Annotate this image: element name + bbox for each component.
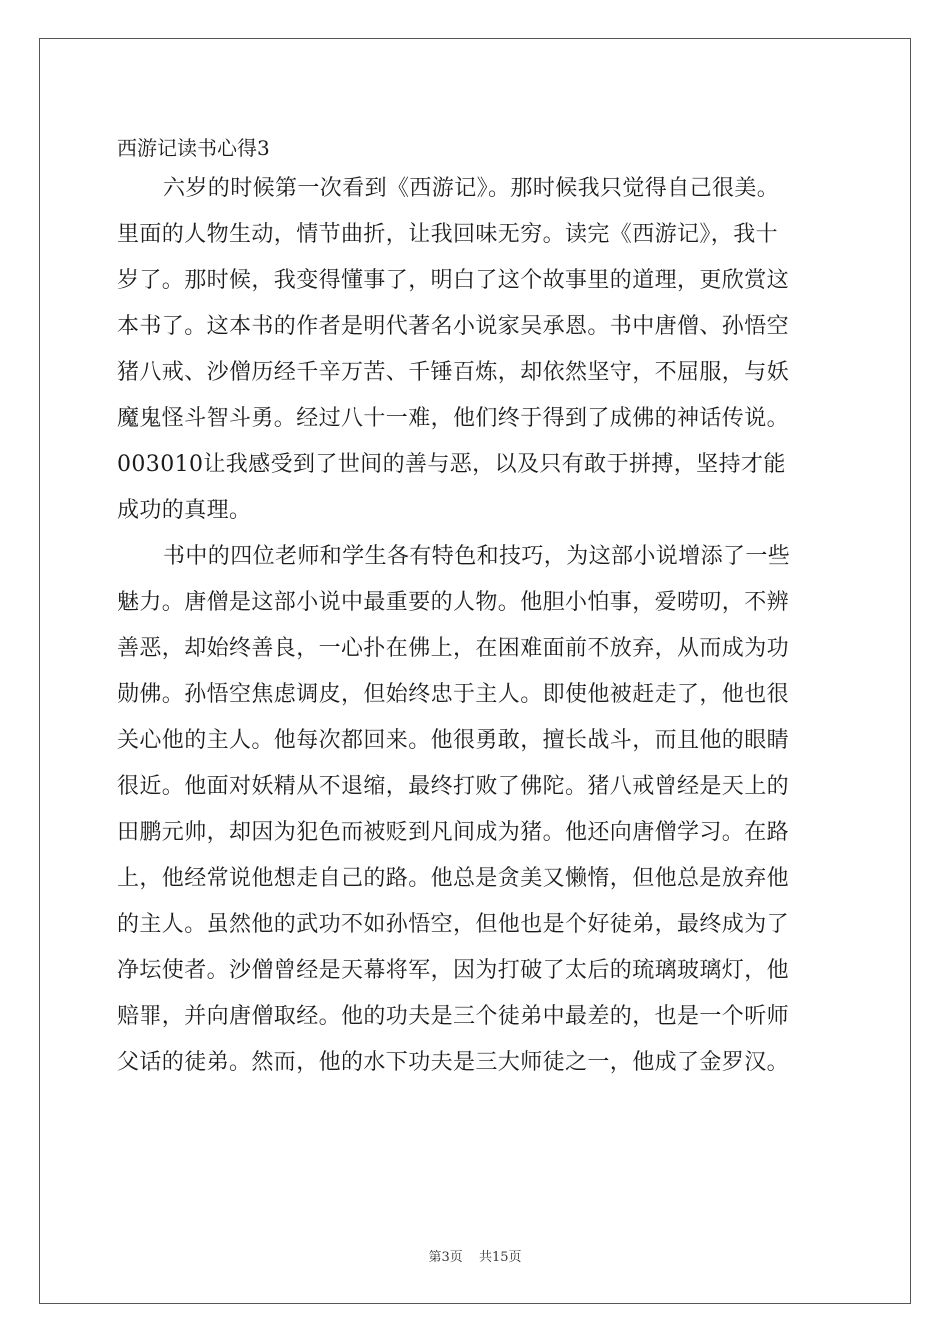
- text-line: 猪八戒、沙僧历经千辛万苦、千锤百炼，却依然坚守，不屈服，与妖: [117, 360, 790, 385]
- page-footer: [0, 1246, 950, 1265]
- text-line: 上，他经常说他想走自己的路。他总是贪美又懒惰，但他总是放弃他: [117, 866, 790, 891]
- page-number: 第3页: [428, 1250, 463, 1265]
- text-line: 田鹏元帅，却因为犯色而被贬到凡间成为猪。他还向唐僧学习。在路: [117, 820, 790, 845]
- text-line: 净坛使者。沙僧曾经是天幕将军，因为打破了太后的琉璃玻璃灯，他: [117, 958, 790, 983]
- text-line: 关心他的主人。他每次都回来。他很勇敢，擅长战斗，而且他的眼睛: [117, 728, 790, 753]
- text-line: 六岁的时候第一次看到《西游记》。那时候我只觉得自己很美。: [163, 176, 780, 201]
- text-line: 很近。他面对妖精从不退缩，最终打败了佛陀。猪八戒曾经是天上的: [117, 774, 790, 799]
- page-total: 共15页: [478, 1250, 522, 1265]
- document-body: [117, 130, 837, 1086]
- text-line: 岁了。那时候，我变得懂事了，明白了这个故事里的道理，更欣赏这: [117, 268, 790, 293]
- text-line: 书中的四位老师和学生各有特色和技巧，为这部小说增添了一些: [163, 544, 791, 569]
- document-title: 西游记读书心得3: [117, 136, 270, 160]
- text-line: 魔鬼怪斗智斗勇。经过八十一难，他们终于得到了成佛的神话传说。: [117, 406, 790, 431]
- text-line: 魅力。唐僧是这部小说中最重要的人物。他胆小怕事，爱唠叨，不辨: [117, 590, 790, 615]
- text-line: 赔罪，并向唐僧取经。他的功夫是三个徒弟中最差的，也是一个听师: [117, 1004, 790, 1029]
- paragraph-1: [117, 166, 837, 534]
- text-line: 成功的真理。: [117, 498, 252, 523]
- text-line: 本书了。这本书的作者是明代著名小说家吴承恩。书中唐僧、孙悟空: [117, 314, 790, 339]
- text-line: 父话的徒弟。然而，他的水下功夫是三大师徒之一，他成了金罗汉。: [117, 1050, 790, 1075]
- paragraph-2: [117, 534, 837, 1086]
- text-line: 的主人。虽然他的武功不如孙悟空，但他也是个好徒弟，最终成为了: [117, 912, 790, 937]
- text-line: 勋佛。孙悟空焦虑调皮，但始终忠于主人。即使他被赶走了，他也很: [117, 682, 790, 707]
- text-line: 善恶，却始终善良，一心扑在佛上，在困难面前不放弃，从而成为功: [117, 636, 790, 661]
- text-line: 里面的人物生动，情节曲折，让我回味无穷。读完《西游记》，我十: [117, 222, 779, 247]
- text-line: 003010让我感受到了世间的善与恶，以及只有敢于拼搏，坚持才能: [117, 452, 786, 477]
